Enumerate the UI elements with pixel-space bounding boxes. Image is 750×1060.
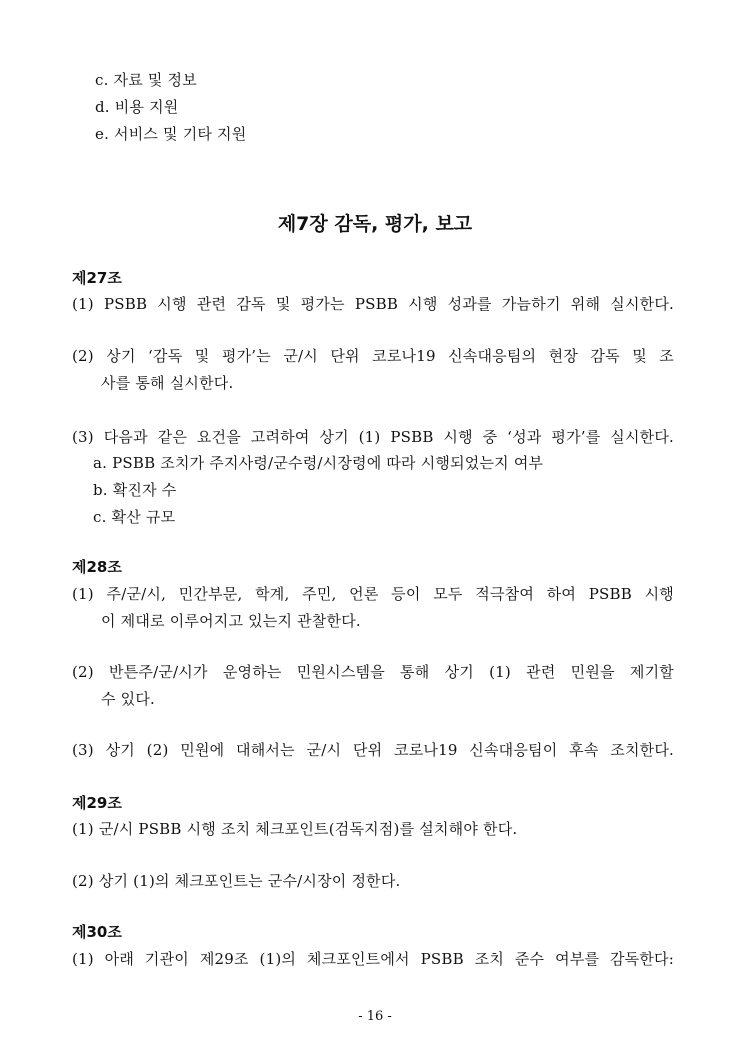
- paragraph: (2) 상기 (1)의 체크포인트는 군수/시장이 정한다.: [72, 872, 401, 890]
- paragraph: (2) 상기 ‘감독 및 평가’는 군/시 단위 코로나19 신속대응팀의 현장 감독 및 조: [72, 347, 674, 365]
- list-item: d. 비용 지원: [95, 98, 179, 116]
- paragraph-continuation: 이 제대로 이루어지고 있는지 관찰한다.: [101, 612, 361, 630]
- list-item: c. 자료 및 정보: [95, 71, 197, 89]
- list-item: a. PSBB 조치가 주지사령/군수령/시장령에 따라 시행되었는지 여부: [93, 454, 544, 472]
- paragraph: (1) 주/군/시, 민간부문, 학계, 주민, 언론 등이 모두 적극참여 하여 PSBB 시행: [72, 585, 674, 603]
- paragraph-continuation: 수 있다.: [101, 690, 156, 708]
- page-number: - 16 -: [358, 1009, 392, 1024]
- article-title: 제29조: [72, 794, 122, 812]
- paragraph: (3) 상기 (2) 민원에 대해서는 군/시 단위 코로나19 신속대응팀이 후속 조치한다.: [72, 741, 674, 759]
- paragraph: (1) 군/시 PSBB 시행 조치 체크포인트(검독지점)를 설치해야 한다.: [72, 820, 518, 838]
- list-item: c. 확산 규모: [93, 508, 176, 526]
- list-item: e. 서비스 및 기타 지원: [95, 125, 247, 143]
- paragraph: (1) 아래 기관이 제29조 (1)의 체크포인트에서 PSBB 조치 준수 여부를 감독한다:: [72, 950, 674, 968]
- paragraph: (3) 다음과 같은 요건을 고려하여 상기 (1) PSBB 시행 중 ‘성과 평가’를 실시한다.: [72, 428, 674, 446]
- article-title: 제28조: [72, 558, 122, 576]
- paragraph-continuation: 사를 통해 실시한다.: [101, 374, 234, 392]
- paragraph: (1) PSBB 시행 관련 감독 및 평가는 PSBB 시행 성과를 가늠하기 위해 실시한다.: [72, 295, 674, 313]
- article-title: 제27조: [72, 269, 122, 287]
- article-title: 제30조: [72, 923, 122, 941]
- paragraph: (2) 반튼주/군/시가 운영하는 민원시스템을 통해 상기 (1) 관련 민원을 제기할: [72, 663, 674, 681]
- list-item: b. 확진자 수: [93, 481, 177, 499]
- chapter-title: 제7장 감독, 평가, 보고: [277, 213, 473, 235]
